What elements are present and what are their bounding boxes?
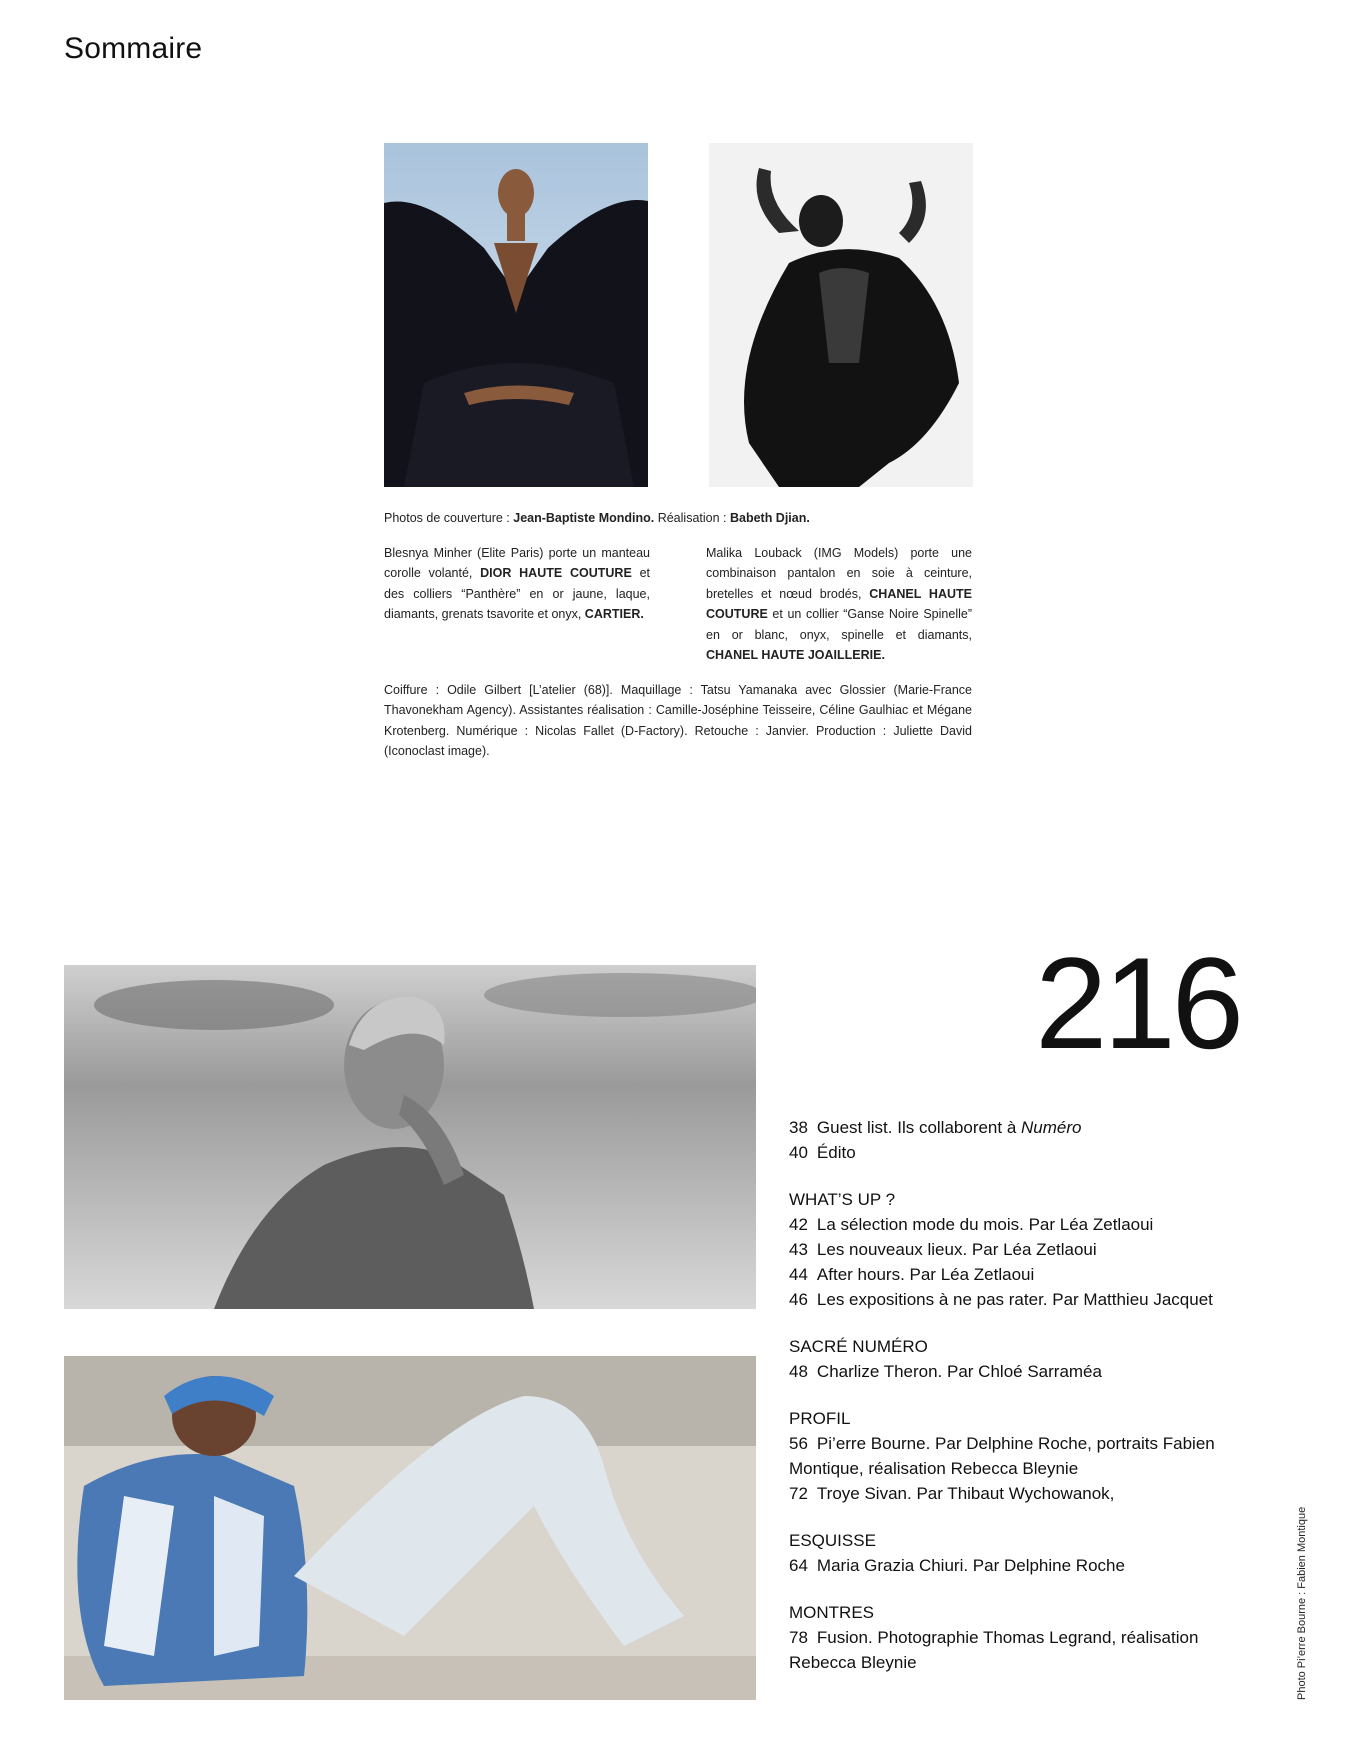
cover-photo-chanel [709, 143, 973, 487]
toc-entry[interactable]: 46 Les expositions à ne pas rater. Par Matthieu Jacquet [789, 1290, 1213, 1309]
toc-entry[interactable]: 38 Guest list. Ils collaborent à Numéro [789, 1118, 1082, 1137]
toc-entry[interactable]: 43 Les nouveaux lieux. Par Léa Zetlaoui [789, 1240, 1097, 1259]
portrait-photo-color [64, 1356, 756, 1700]
table-of-contents [789, 1115, 1229, 1675]
toc-section-title: ESQUISSE [789, 1531, 876, 1550]
cover-credits [384, 508, 972, 762]
toc-entry[interactable]: 56 Pi’erre Bourne. Par Delphine Roche, portraits Fabien Montique, réalisation Rebecca Bleynie [789, 1434, 1215, 1478]
toc-section-title: PROFIL [789, 1409, 851, 1428]
toc-section-title: WHAT’S UP ? [789, 1190, 896, 1209]
cover-caption-right: Malika Louback (IMG Models) porte une combinaison pantalon en soie à ceinture, bretelles et nœud brodés, CHANEL HAUTE COUTURE et un collier “Ganse Noire Spinelle” en or blanc, onyx, spinelle et diamants, CHANEL HAUTE JOAILLERIE. [706, 545, 972, 662]
crew-credits: Coiffure : Odile Gilbert [L’atelier (68)]. Maquillage : Tatsu Yamanaka avec Glossier (Marie-France Thavonekham Agency). Assistantes réalisation : Camille-Joséphine Teisseire, Céline Gaulhiac et Mégane Krotenberg. Numérique : Nicolas Fallet (D-Factory). Retouche : Janvier. Production : Juliette David (Iconoclast image). [384, 682, 972, 758]
portrait-photo-bw [64, 965, 756, 1309]
toc-entry[interactable]: 78 Fusion. Photographie Thomas Legrand, réalisation Rebecca Bleynie [789, 1628, 1199, 1672]
toc-entry[interactable]: 64 Maria Grazia Chiuri. Par Delphine Roche [789, 1556, 1125, 1575]
toc-section-title: SACRÉ NUMÉRO [789, 1337, 928, 1356]
cover-photo-credit: Photos de couverture : Jean-Baptiste Mondino. Réalisation : Babeth Djian. [384, 511, 810, 525]
toc-section-title: MONTRES [789, 1603, 874, 1622]
page-title: Sommaire [64, 32, 203, 65]
toc-entry[interactable]: 42 La sélection mode du mois. Par Léa Zetlaoui [789, 1215, 1154, 1234]
issue-number: 216 [1035, 930, 1240, 1076]
toc-intro [789, 1115, 1229, 1165]
cover-photo-dior [384, 143, 648, 487]
toc-entry[interactable]: 44 After hours. Par Léa Zetlaoui [789, 1265, 1035, 1284]
cover-caption-left: Blesnya Minher (Elite Paris) porte un manteau corolle volanté, DIOR HAUTE COUTURE et des colliers “Panthère” en or jaune, laque, diamants, grenats tsavorite et onyx, CARTIER. [384, 545, 650, 621]
photo-side-credit: Photo Pi’erre Bourne : Fabien Montique [1296, 1506, 1308, 1700]
toc-entry[interactable]: 40 Édito [789, 1143, 856, 1162]
toc-entry[interactable]: 72 Troye Sivan. Par Thibaut Wychowanok, [789, 1484, 1115, 1503]
toc-entry[interactable]: 48 Charlize Theron. Par Chloé Sarraméa [789, 1362, 1102, 1381]
